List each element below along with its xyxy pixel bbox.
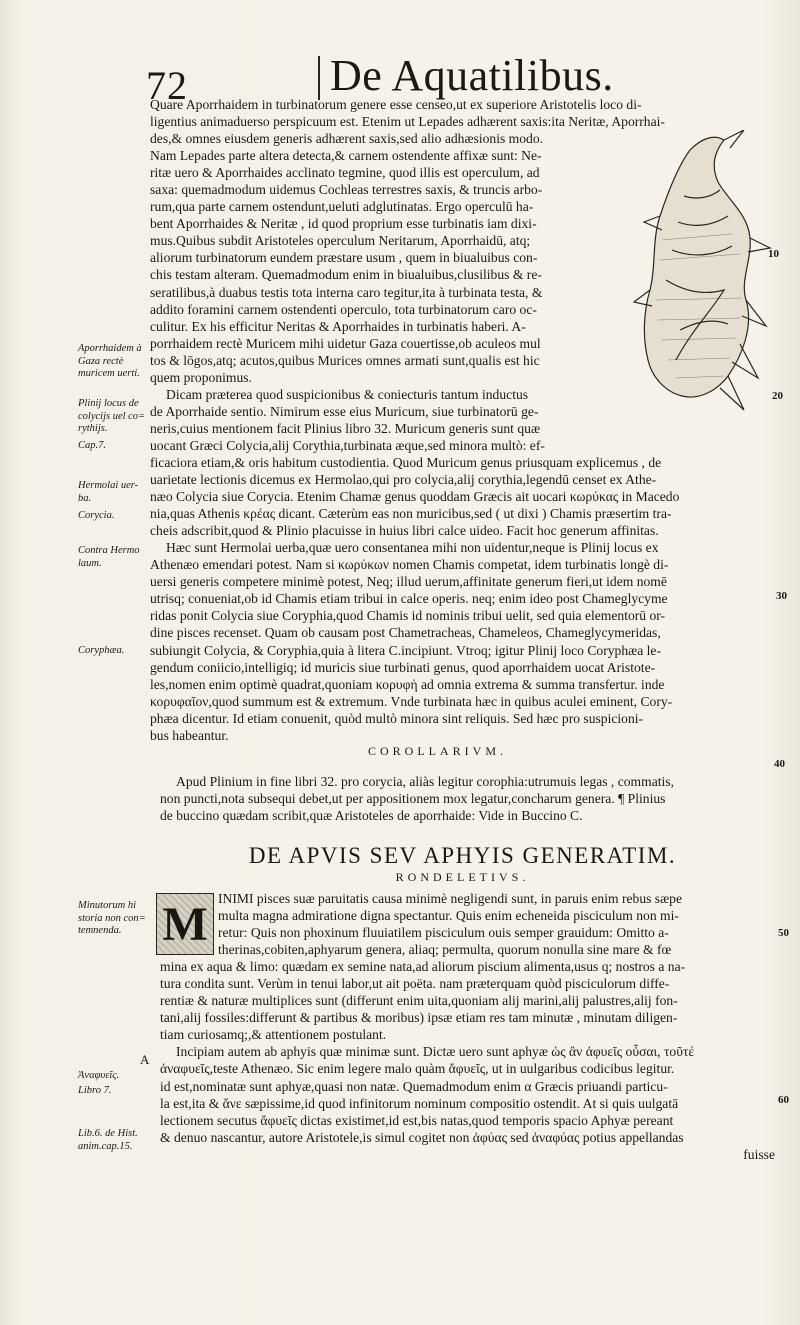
text-line: la est,ita & ἄνε sæpissime,id quod infinitorum nominum compositio ostendit. At si quis uulgatā: [160, 1095, 679, 1111]
section-text: [160, 890, 775, 1163]
text-line: Dicam præterea quod suspicionibus & coniecturis tantum inductus: [166, 386, 529, 402]
text-line: bent Aporrhaides & Neritæ , id quod proprium esse turbinatis iam dixi-: [150, 216, 537, 232]
section-author: RONDELETIVS.: [395, 870, 530, 884]
text-line: de Aporrhaide sentio. Nimirum esse eius Muricum, siue turbinatorū ge-: [150, 403, 539, 419]
text-line: Nam Lepades parte altera detecta,& carnem ostendente affixæ sunt: Ne-: [150, 148, 542, 164]
margin-note: Plinij locus de colycijs uel co= rythijs.: [78, 398, 146, 434]
text-line: seratilibus,à duabus testis tota interna caro tegitur,ita à turbinata testa, &: [150, 284, 543, 300]
text-line: uocant Græci Colycia,alij Corythia,turbinata æque,sed minora multò: ef-: [150, 437, 545, 453]
line-number: 50: [778, 927, 789, 939]
text-line: ἀναφυεῖς,teste Athenæo. Sic enim legere malo quàm ἄφυεῖς, ut in uulgaribus codicibus legitur.: [160, 1061, 675, 1077]
margin-note: Coryphæa.: [78, 645, 125, 656]
text-line: bus habeantur.: [150, 727, 229, 743]
text-line: Incipiam autem ab aphyis quæ minimæ sunt. Dictæ uero sunt aphyæ ὡς ἂν ἀφυεῖς οὖσαι, τοῦτέ: [176, 1044, 695, 1060]
line-number: 40: [774, 758, 785, 770]
text-line: tura condita sunt. Verùm in tenui labor,ut ait poëta. nam præterquam quòd pisciculorum diffe-: [160, 976, 670, 992]
line-number: 60: [778, 1094, 789, 1106]
corollary-text: [160, 773, 775, 824]
text-line: quem proponimus.: [150, 369, 252, 385]
running-title: De Aquatilibus.: [330, 51, 614, 100]
text-line: porrhaidem rectè Muricem mihi uidetur Gaza couertisse,ob aculeos mul: [150, 335, 541, 351]
margin-note: Libro 7.: [78, 1085, 112, 1096]
text-line: cheis adscribit,quod & Plinio placuisse in huius libri calce uideo. Facit hoc generum affinitas.: [150, 523, 659, 539]
text-line: culitur. Ex his efficitur Neritas & Aporrhaides in turbinatis haberi. A-: [150, 318, 526, 334]
text-line: næo Colycia siue Corycia. Etenim Chamæ genus quoddam Græcis ait uocari κωρύκας in Macedo: [150, 489, 680, 505]
text-line: aliorum turbinatorum eundem præstare usum , quem in biualuibus con-: [150, 250, 538, 266]
text-line: tiam curiosamq;,& attentionem postulant.: [160, 1027, 387, 1043]
decorated-initial: M: [156, 893, 214, 955]
header-divider: [318, 56, 320, 100]
line-number: 20: [772, 390, 783, 402]
catchword: fuisse: [743, 1146, 775, 1162]
text-line: utrisq; conueniat,ob id Chamis etiam tribui in calce operis. neq; enim ideo post Chameglycyme: [150, 591, 668, 607]
section-title: DE APVIS SEV APHYIS GENERATIM.: [248, 843, 677, 868]
text-line: therinas,cobiten,aphyarum genera, aliaq; permulta, quorum nonulla sine mare & fœ: [218, 942, 672, 958]
margin-note: Contra Hermo laum.: [78, 545, 140, 569]
margin-note: Corycia.: [78, 510, 115, 521]
text-line: mina ex aqua & limo: quædam ex semine nata,ad aliorum piscium alimenta,usus q; nostros a na-: [160, 959, 686, 975]
text-line: lectionem secutus ἄφυεῖς dictas existimet,id est,bis natas,quod temporis spacio Aphyæ pereant: [160, 1112, 674, 1128]
text-line: saxa: quemadmodum uidemus Cochleas terrestres saxis, & truncis arbo-: [150, 182, 543, 198]
text-line: nia,quas Athenis κρέας dicant. Cæterùm eas non muricibus,sed ( ut dixi ) Chamis præsertim tra-: [150, 506, 672, 522]
corollary-heading: COROLLARIVM.: [368, 744, 508, 758]
text-line: Quare Aporrhaidem in turbinatorum genere esse censeo,ut ex superiore Aristotelis loco di-: [150, 97, 642, 112]
text-line: chis testam alteram. Quemadmodum enim in biualuibus,clusilibus & re-: [150, 267, 542, 283]
text-line: retur: Quis non phoxinum fluuiatilem pisciculum ouis semper grauidum: Omitto a-: [218, 925, 669, 941]
margin-note: Cap.7.: [78, 440, 107, 451]
text-line: les,nomen enim optimè quadrat,quoniam κορυφὴ ad omnia extrema & summa transfertur. inde: [150, 676, 665, 692]
text-line: Hæc sunt Hermolai uerba,quæ uero consentanea mihi non uidentur,neque is Plinij locus ex: [166, 540, 659, 556]
text-line: mus.Quibus subdit Aristoteles operculum Neritarum, Aporrhaidū, atq;: [150, 233, 531, 249]
text-line: rum,qua parte carnem ostendunt,ueluti adglutinatas. Ergo operculū ha-: [150, 199, 534, 215]
text-line: neris,cuius mentionem facit Plinius libro 32. Muricum generis sunt quæ: [150, 420, 541, 436]
text-line: rentiæ & naturæ multiplices sunt (differunt enim uita,quoniam alij marini,alij palustres,alij fon-: [160, 993, 678, 1009]
section-marker: A: [140, 1052, 150, 1067]
text-line: κορυφαῖον,quod summum est & extremum. Vnde turbinata hæc in quibus aculei eminent, Cory-: [150, 693, 673, 709]
text-line: multa magna admiratione digna spectantur. Quis enim echeneida pisciculum non mi-: [218, 908, 679, 924]
text-line: subiungit Colycia, & Coryphia,quia à litera C.incipiunt. Vtroq; igitur Plinij loco Coryphæa le-: [150, 642, 661, 658]
main-text: [150, 96, 775, 744]
text-line: de buccino quædam scribit,quæ Aristoteles de aporrhaide: Vide in Buccino C.: [160, 808, 583, 824]
text-line: des,& omnes eiusdem generis adhærent saxis,sed alio adhæsionis modo.: [150, 131, 544, 147]
line-number: 10: [768, 248, 779, 260]
text-line: tani,alij fossiles:differunt & partibus & moribus) ipsæ etiam res tam minutæ , minutam diligen-: [160, 1010, 678, 1026]
text-line: phæa dicentur. Id etiam conuenit, quòd multò minora sint reliquis. Sed hæc pro suspicioni-: [150, 710, 644, 726]
margin-note: Minutorum hi storia non con= temnenda.: [78, 900, 146, 936]
text-line: non puncti,nota subsequi debet,ut per appositionem mox legatur,concharum genera. ¶ Plinius: [160, 791, 666, 807]
text-line: uarietate lectionis dicemus ex Hermolao,qui pro colycia,alij corythia,legendū censet ex Athe-: [150, 472, 657, 488]
line-number: 30: [776, 590, 787, 602]
text-line: INIMI pisces suæ paruitatis causa minimè negligendi sunt, in paruis enim rebus sæpe: [218, 891, 682, 906]
page-number: 72: [146, 63, 188, 108]
margin-note: Aporrhaidem à Gaza rectè muricem uerti.: [78, 343, 142, 379]
margin-note: Ἀναφυεῖς.: [78, 1070, 120, 1081]
margin-note: Lib.6. de Hist. anim.cap.15.: [78, 1128, 138, 1152]
text-line: & denuo nascantur, autore Aristotele,is simul cogitet non ἀφύας sed ἀναφύας potius appellandas: [160, 1129, 684, 1145]
text-line: ligentius animaduerso perspicuum est. Etenim ut Lepades adhærent saxis:ita Neritæ, Aporrhai-: [150, 114, 665, 130]
text-line: ritæ uero & Aporrhaides acclinato tegmine, quod illis est operculum, ad: [150, 165, 540, 181]
text-line: Apud Plinium in fine libri 32. pro corycia, aliàs legitur corophia:utrumuis legas , commatis,: [176, 774, 674, 789]
text-line: ficaciora etiam,& oris habitum custodientia. Quod Muricum genus priusquam explicemus , de: [150, 454, 662, 470]
margin-note: Hermolai uer- ba.: [78, 480, 139, 504]
text-line: addito foramini carnem ostendenti operculo, tota turbinatorum caro oc-: [150, 301, 537, 317]
text-line: dine pisces recenset. Quam ob causam post Chametracheas, Chameleos, Chameglycymeridas,: [150, 625, 661, 641]
text-line: uersi generis competere minimè potest, Neq; illud uerum,affinitate generum fieri,ut idem nomē: [150, 574, 667, 590]
text-line: tos & lōgos,atq; acutos,quibus Murices omnes armati sunt,qualis est hic: [150, 352, 540, 368]
text-line: Athenæo emendari potest. Nam si κωρύκων nomen Chamis competat, idem turbinatis longè di-: [150, 557, 669, 573]
text-line: id est,nominatæ sunt aphyæ,quasi non natæ. Quemadmodum enim α Græcis priuandi particu-: [160, 1078, 668, 1094]
text-line: gendum coniicio,intelligiq; id muricis siue turbinati genus, quod aporrhaidem uocat Aristote-: [150, 659, 656, 675]
text-line: ridas ponit Colycia siue Coryphia,quod Chamis id nominis tribui uelit, sed quia elementorū or-: [150, 608, 666, 624]
